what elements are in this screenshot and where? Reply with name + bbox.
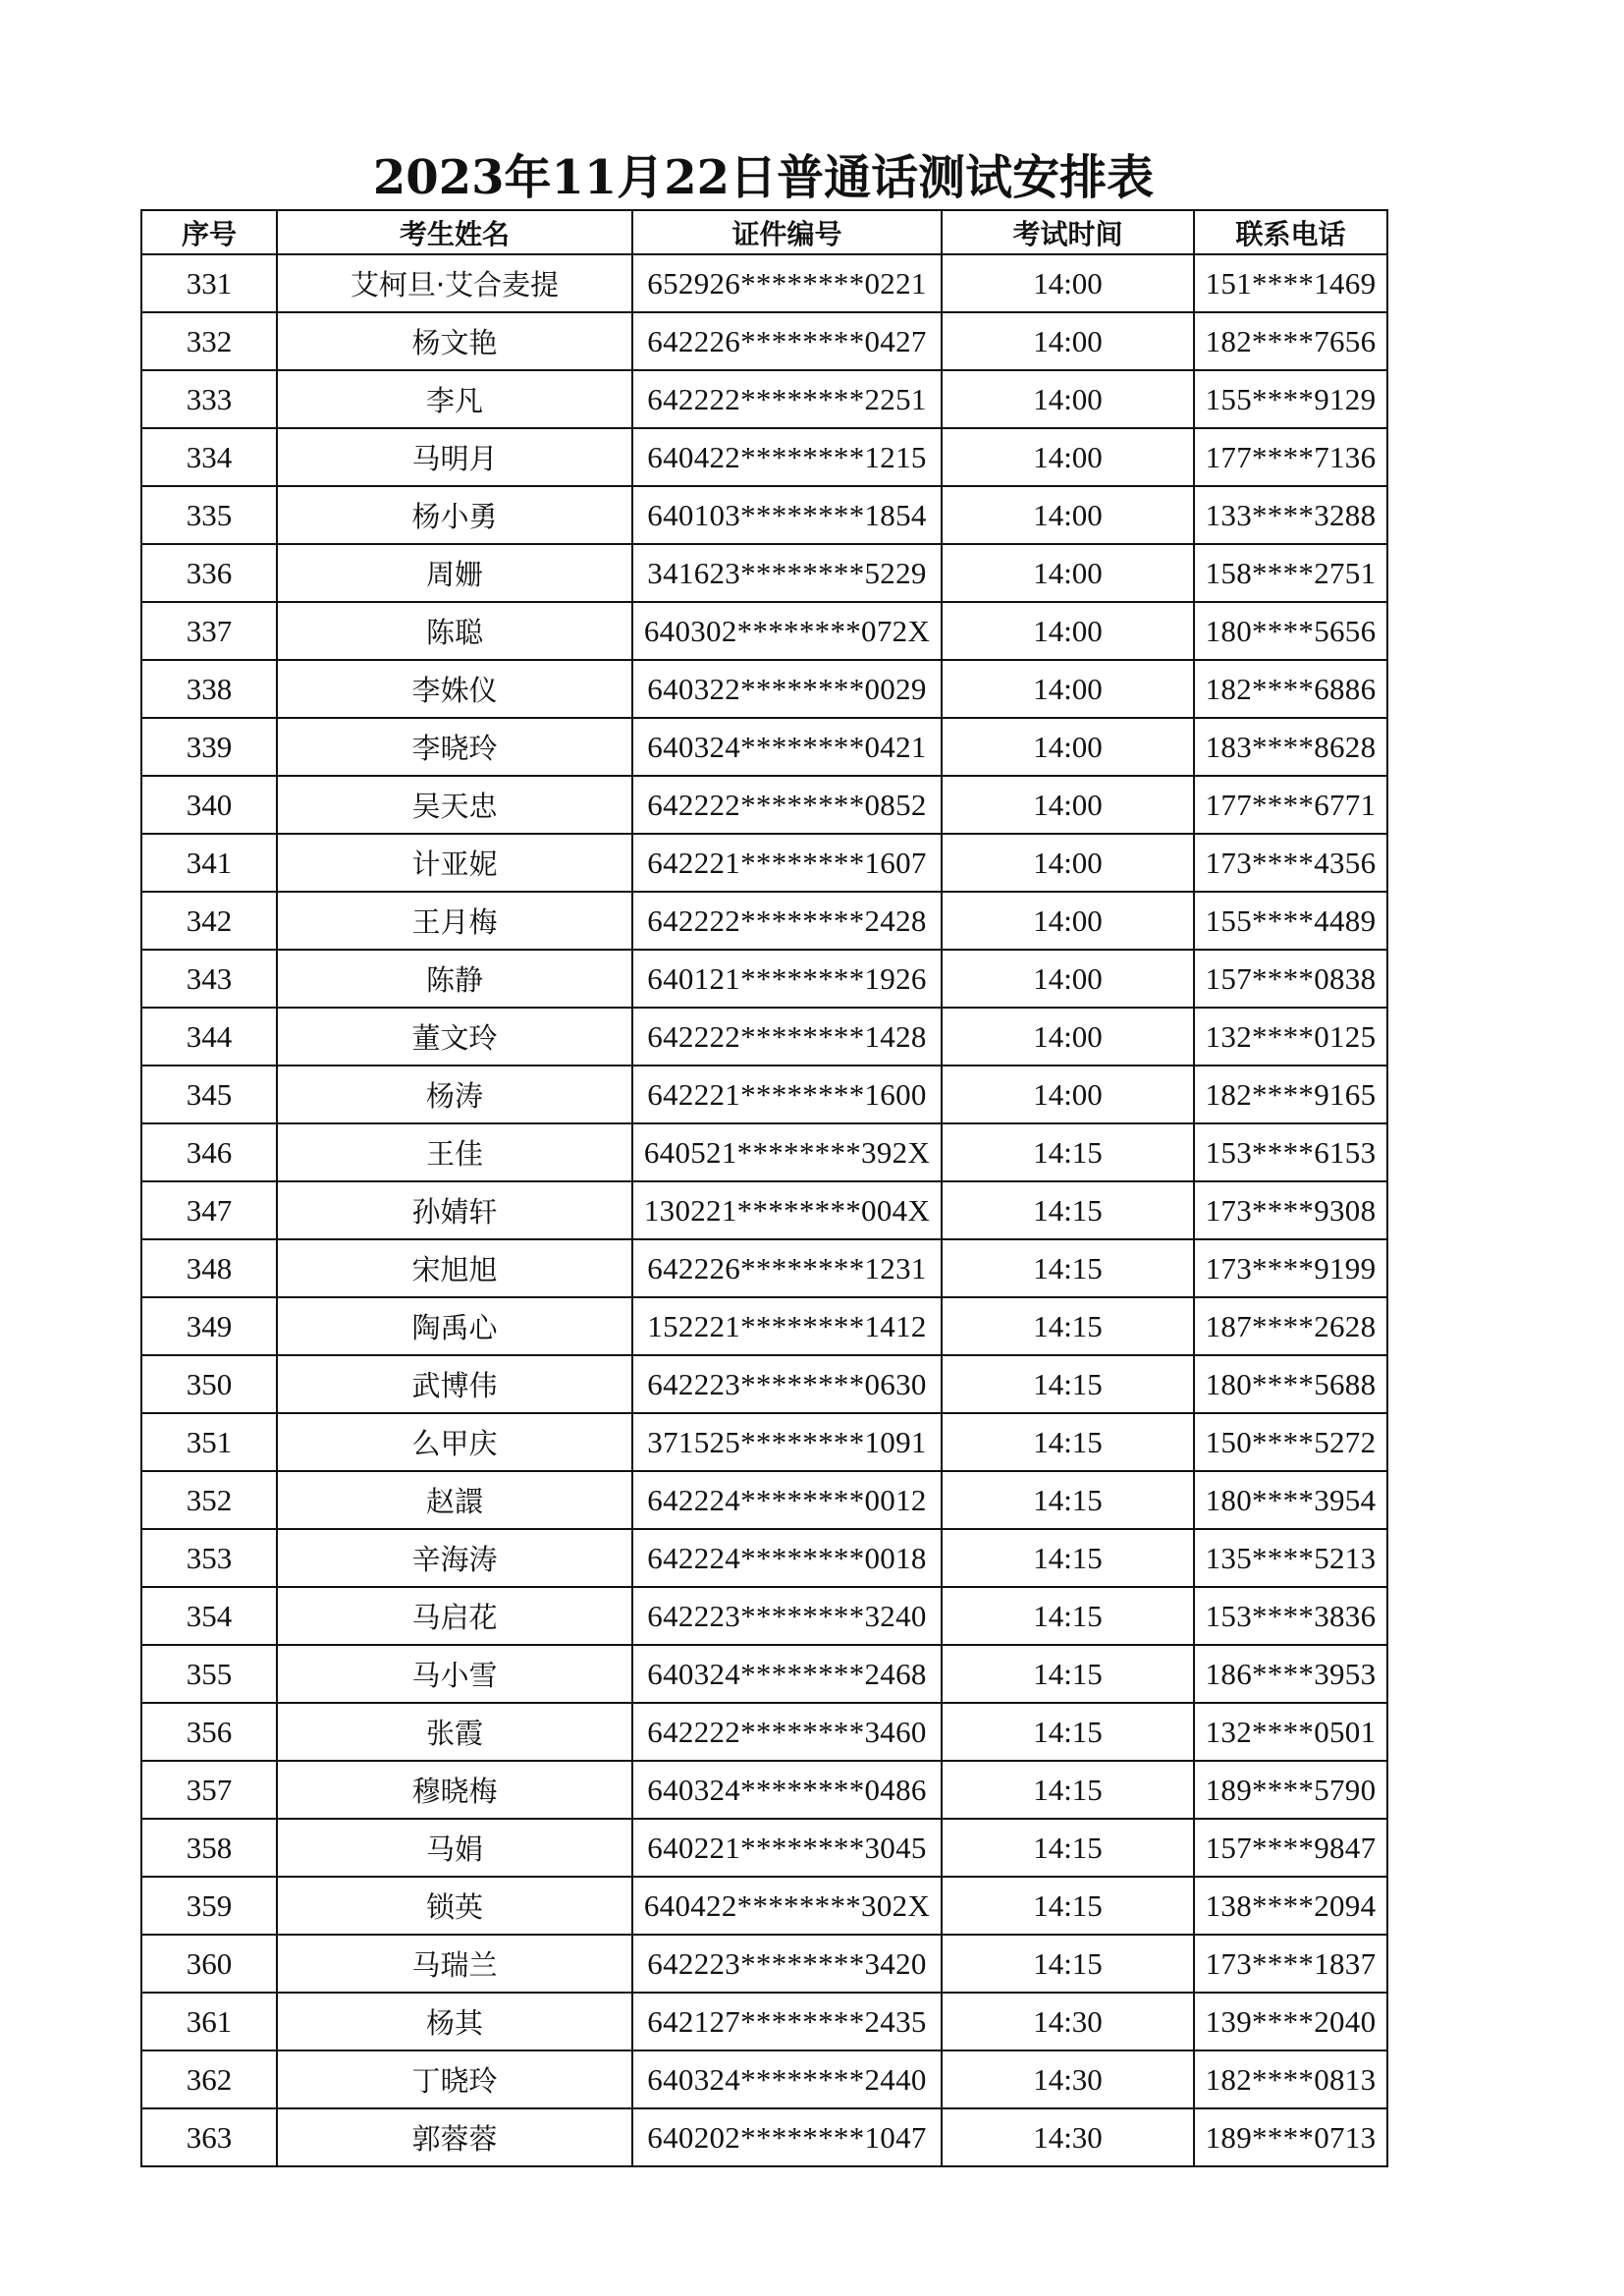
cell-name: 张霞: [277, 1703, 632, 1761]
cell-time: 14:15: [942, 1587, 1194, 1645]
cell-phone: 186****3953: [1194, 1645, 1387, 1703]
cell-phone: 132****0501: [1194, 1703, 1387, 1761]
cell-seq: 354: [141, 1587, 277, 1645]
cell-id: 642222********1428: [632, 1008, 942, 1066]
cell-time: 14:30: [942, 1993, 1194, 2050]
header-seq: 序号: [141, 210, 277, 254]
cell-id: 640103********1854: [632, 486, 942, 544]
cell-time: 14:00: [942, 892, 1194, 950]
table-header-row: [141, 210, 1387, 254]
cell-id: 642221********1607: [632, 834, 942, 892]
table-row: [141, 776, 1387, 834]
cell-name: 武博伟: [277, 1355, 632, 1413]
cell-id: 642224********0018: [632, 1529, 942, 1587]
cell-phone: 180****5688: [1194, 1355, 1387, 1413]
table-row: [141, 950, 1387, 1008]
cell-name: 吴天忠: [277, 776, 632, 834]
cell-seq: 353: [141, 1529, 277, 1587]
cell-time: 14:00: [942, 312, 1194, 370]
cell-phone: 173****1837: [1194, 1935, 1387, 1993]
cell-seq: 342: [141, 892, 277, 950]
cell-phone: 153****6153: [1194, 1123, 1387, 1181]
cell-time: 14:00: [942, 602, 1194, 660]
cell-seq: 345: [141, 1066, 277, 1123]
table-row: [141, 312, 1387, 370]
cell-phone: 182****7656: [1194, 312, 1387, 370]
cell-name: 辛海涛: [277, 1529, 632, 1587]
cell-phone: 183****8628: [1194, 718, 1387, 776]
cell-seq: 343: [141, 950, 277, 1008]
cell-name: 计亚妮: [277, 834, 632, 892]
cell-seq: 352: [141, 1471, 277, 1529]
cell-time: 14:30: [942, 2050, 1194, 2108]
table-row: [141, 1761, 1387, 1819]
cell-phone: 187****2628: [1194, 1297, 1387, 1355]
cell-time: 14:15: [942, 1819, 1194, 1877]
table-row: [141, 1355, 1387, 1413]
header-time: 考试时间: [942, 210, 1194, 254]
table-row: [141, 1645, 1387, 1703]
cell-name: 陈静: [277, 950, 632, 1008]
cell-id: 640221********3045: [632, 1819, 942, 1877]
cell-time: 14:00: [942, 834, 1194, 892]
cell-time: 14:00: [942, 950, 1194, 1008]
cell-seq: 351: [141, 1413, 277, 1471]
table-row: [141, 1008, 1387, 1066]
table-row: [141, 1413, 1387, 1471]
table-row: [141, 892, 1387, 950]
cell-seq: 332: [141, 312, 277, 370]
cell-seq: 341: [141, 834, 277, 892]
cell-id: 640322********0029: [632, 660, 942, 718]
cell-time: 14:15: [942, 1123, 1194, 1181]
cell-phone: 150****5272: [1194, 1413, 1387, 1471]
cell-id: 652926********0221: [632, 254, 942, 312]
cell-seq: 356: [141, 1703, 277, 1761]
document-title: 2023年11月22日普通话测试安排表: [372, 150, 1155, 205]
cell-name: 艾柯旦·艾合麦提: [277, 254, 632, 312]
cell-seq: 334: [141, 428, 277, 486]
cell-name: 郭蓉蓉: [277, 2108, 632, 2166]
cell-name: 马瑞兰: [277, 1935, 632, 1993]
cell-phone: 138****2094: [1194, 1877, 1387, 1935]
cell-seq: 337: [141, 602, 277, 660]
cell-time: 14:15: [942, 1703, 1194, 1761]
table-row: [141, 2108, 1387, 2166]
cell-phone: 189****0713: [1194, 2108, 1387, 2166]
cell-id: 640324********2440: [632, 2050, 942, 2108]
cell-phone: 180****5656: [1194, 602, 1387, 660]
header-name: 考生姓名: [277, 210, 632, 254]
table-row: [141, 1529, 1387, 1587]
cell-name: 李晓玲: [277, 718, 632, 776]
cell-id: 642226********1231: [632, 1239, 942, 1297]
cell-id: 152221********1412: [632, 1297, 942, 1355]
cell-time: 14:15: [942, 1935, 1194, 1993]
cell-id: 642222********2428: [632, 892, 942, 950]
cell-id: 642221********1600: [632, 1066, 942, 1123]
cell-name: 董文玲: [277, 1008, 632, 1066]
cell-phone: 158****2751: [1194, 544, 1387, 602]
cell-seq: 335: [141, 486, 277, 544]
cell-name: 王月梅: [277, 892, 632, 950]
cell-time: 14:15: [942, 1529, 1194, 1587]
cell-time: 14:00: [942, 718, 1194, 776]
cell-id: 642223********0630: [632, 1355, 942, 1413]
cell-id: 640521********392X: [632, 1123, 942, 1181]
cell-time: 14:00: [942, 776, 1194, 834]
cell-phone: 155****4489: [1194, 892, 1387, 950]
cell-id: 640422********1215: [632, 428, 942, 486]
cell-time: 14:15: [942, 1761, 1194, 1819]
cell-seq: 362: [141, 2050, 277, 2108]
cell-id: 640202********1047: [632, 2108, 942, 2166]
cell-id: 640121********1926: [632, 950, 942, 1008]
cell-name: 马小雪: [277, 1645, 632, 1703]
cell-seq: 349: [141, 1297, 277, 1355]
cell-time: 14:15: [942, 1645, 1194, 1703]
table-row: [141, 1703, 1387, 1761]
cell-id: 640324********2468: [632, 1645, 942, 1703]
table-row: [141, 1819, 1387, 1877]
cell-time: 14:00: [942, 370, 1194, 428]
cell-id: 642226********0427: [632, 312, 942, 370]
cell-name: 杨小勇: [277, 486, 632, 544]
table-row: [141, 1239, 1387, 1297]
cell-phone: 182****6886: [1194, 660, 1387, 718]
cell-name: 杨涛: [277, 1066, 632, 1123]
cell-name: 马启花: [277, 1587, 632, 1645]
table-row: [141, 428, 1387, 486]
cell-phone: 153****3836: [1194, 1587, 1387, 1645]
cell-time: 14:00: [942, 428, 1194, 486]
cell-time: 14:00: [942, 1008, 1194, 1066]
cell-name: 马娟: [277, 1819, 632, 1877]
cell-seq: 350: [141, 1355, 277, 1413]
table-row: [141, 834, 1387, 892]
cell-name: 宋旭旭: [277, 1239, 632, 1297]
cell-seq: 339: [141, 718, 277, 776]
cell-phone: 155****9129: [1194, 370, 1387, 428]
cell-time: 14:00: [942, 254, 1194, 312]
table-row: [141, 602, 1387, 660]
cell-seq: 359: [141, 1877, 277, 1935]
cell-name: 锁英: [277, 1877, 632, 1935]
cell-phone: 182****9165: [1194, 1066, 1387, 1123]
cell-phone: 173****4356: [1194, 834, 1387, 892]
table-row: [141, 718, 1387, 776]
cell-phone: 173****9199: [1194, 1239, 1387, 1297]
cell-name: 周姗: [277, 544, 632, 602]
cell-phone: 132****0125: [1194, 1008, 1387, 1066]
cell-name: 么甲庆: [277, 1413, 632, 1471]
cell-id: 640422********302X: [632, 1877, 942, 1935]
cell-seq: 346: [141, 1123, 277, 1181]
cell-id: 642222********3460: [632, 1703, 942, 1761]
cell-seq: 333: [141, 370, 277, 428]
cell-seq: 336: [141, 544, 277, 602]
cell-seq: 363: [141, 2108, 277, 2166]
cell-name: 杨文艳: [277, 312, 632, 370]
table-row: [141, 1587, 1387, 1645]
cell-phone: 139****2040: [1194, 1993, 1387, 2050]
cell-time: 14:30: [942, 2108, 1194, 2166]
cell-seq: 331: [141, 254, 277, 312]
cell-time: 14:00: [942, 1066, 1194, 1123]
cell-name: 赵譞: [277, 1471, 632, 1529]
table-row: [141, 1993, 1387, 2050]
table-row: [141, 1066, 1387, 1123]
table-row: [141, 486, 1387, 544]
cell-name: 孙婧轩: [277, 1181, 632, 1239]
cell-name: 马明月: [277, 428, 632, 486]
cell-phone: 189****5790: [1194, 1761, 1387, 1819]
cell-id: 640302********072X: [632, 602, 942, 660]
cell-seq: 344: [141, 1008, 277, 1066]
table-row: [141, 1935, 1387, 1993]
cell-seq: 348: [141, 1239, 277, 1297]
cell-time: 14:15: [942, 1239, 1194, 1297]
cell-id: 642127********2435: [632, 1993, 942, 2050]
table-row: [141, 254, 1387, 312]
cell-seq: 361: [141, 1993, 277, 2050]
exam-schedule-table: [140, 209, 1388, 2167]
cell-phone: 180****3954: [1194, 1471, 1387, 1529]
cell-time: 14:15: [942, 1471, 1194, 1529]
table-row: [141, 1181, 1387, 1239]
cell-seq: 347: [141, 1181, 277, 1239]
cell-id: 642222********0852: [632, 776, 942, 834]
cell-seq: 338: [141, 660, 277, 718]
cell-id: 341623********5229: [632, 544, 942, 602]
header-id: 证件编号: [632, 210, 942, 254]
cell-time: 14:00: [942, 660, 1194, 718]
cell-name: 丁晓玲: [277, 2050, 632, 2108]
cell-name: 穆晓梅: [277, 1761, 632, 1819]
cell-phone: 177****7136: [1194, 428, 1387, 486]
cell-id: 130221********004X: [632, 1181, 942, 1239]
cell-phone: 182****0813: [1194, 2050, 1387, 2108]
cell-name: 李凡: [277, 370, 632, 428]
table-row: [141, 1297, 1387, 1355]
cell-id: 640324********0421: [632, 718, 942, 776]
cell-seq: 360: [141, 1935, 277, 1993]
table-row: [141, 1123, 1387, 1181]
cell-seq: 358: [141, 1819, 277, 1877]
header-phone: 联系电话: [1194, 210, 1387, 254]
table-row: [141, 1471, 1387, 1529]
cell-time: 14:15: [942, 1181, 1194, 1239]
cell-phone: 151****1469: [1194, 254, 1387, 312]
cell-name: 李姝仪: [277, 660, 632, 718]
cell-id: 642223********3240: [632, 1587, 942, 1645]
cell-name: 王佳: [277, 1123, 632, 1181]
cell-id: 642223********3420: [632, 1935, 942, 1993]
cell-time: 14:15: [942, 1297, 1194, 1355]
cell-id: 371525********1091: [632, 1413, 942, 1471]
table-row: [141, 660, 1387, 718]
cell-seq: 355: [141, 1645, 277, 1703]
cell-id: 642224********0012: [632, 1471, 942, 1529]
cell-seq: 340: [141, 776, 277, 834]
cell-seq: 357: [141, 1761, 277, 1819]
table-row: [141, 544, 1387, 602]
table-row: [141, 1877, 1387, 1935]
table-row: [141, 370, 1387, 428]
cell-name: 陈聪: [277, 602, 632, 660]
cell-name: 杨其: [277, 1993, 632, 2050]
cell-time: 14:00: [942, 544, 1194, 602]
cell-time: 14:00: [942, 486, 1194, 544]
cell-id: 642222********2251: [632, 370, 942, 428]
cell-phone: 135****5213: [1194, 1529, 1387, 1587]
cell-name: 陶禹心: [277, 1297, 632, 1355]
cell-phone: 133****3288: [1194, 486, 1387, 544]
cell-phone: 157****0838: [1194, 950, 1387, 1008]
cell-phone: 157****9847: [1194, 1819, 1387, 1877]
cell-time: 14:15: [942, 1413, 1194, 1471]
cell-phone: 177****6771: [1194, 776, 1387, 834]
table-body: [141, 254, 1387, 2166]
cell-time: 14:15: [942, 1877, 1194, 1935]
table-row: [141, 2050, 1387, 2108]
cell-phone: 173****9308: [1194, 1181, 1387, 1239]
cell-id: 640324********0486: [632, 1761, 942, 1819]
cell-time: 14:15: [942, 1355, 1194, 1413]
